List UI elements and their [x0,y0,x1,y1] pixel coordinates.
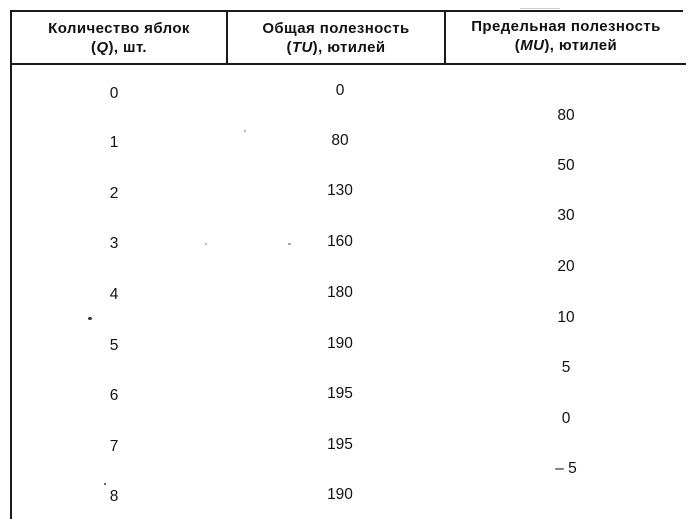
q-cell: 0 [109,85,119,102]
header-bottom-border [10,63,686,65]
mu-cell: – 5 [555,460,577,477]
header-quantity-line1: Количество яблок [48,20,190,37]
tu-cell: 130 [327,182,353,199]
tu-cell: 190 [327,486,353,503]
mu-cell: 5 [561,359,571,376]
mu-cell: 80 [557,107,575,124]
header-quantity-line2: (Q), шт. [91,39,147,56]
tu-cell: 195 [327,436,353,453]
tu-cell: 190 [327,335,353,352]
mu-cell: 20 [557,258,575,275]
scan-speck [288,243,291,245]
mu-cell: 30 [557,207,575,224]
scan-speck [88,317,92,320]
mu-cell: 50 [557,157,575,174]
header-total-utility-line2: (TU), ютилей [286,39,386,56]
header-marginal-utility-line1: Предельная полезность [471,18,661,35]
header-marginal-utility-line2: (MU), ютилей [514,37,618,54]
q-cell: 2 [109,185,119,202]
q-cell: 8 [109,488,119,505]
tu-cell: 80 [331,132,349,149]
q-cell: 6 [109,387,119,404]
q-cell: 5 [109,337,119,354]
scan-speck [205,243,207,245]
tu-cell: 160 [327,233,353,250]
scan-speck [104,483,106,485]
mu-cell: 10 [557,309,575,326]
q-cell: 1 [109,134,119,151]
tu-cell: 0 [335,82,345,99]
header-total-utility [228,14,444,62]
header-total-utility-line1: Общая полезность [262,20,410,37]
q-cell: 7 [109,438,119,455]
header-marginal-utility [446,12,686,60]
scan-speck [520,8,560,9]
table-left-border [10,10,12,519]
q-cell: 4 [109,286,119,303]
header-quantity [12,14,226,62]
scan-speck [244,130,246,132]
q-cell: 3 [109,235,119,252]
tu-cell: 195 [327,385,353,402]
tu-cell: 180 [327,284,353,301]
mu-cell: 0 [561,410,571,427]
